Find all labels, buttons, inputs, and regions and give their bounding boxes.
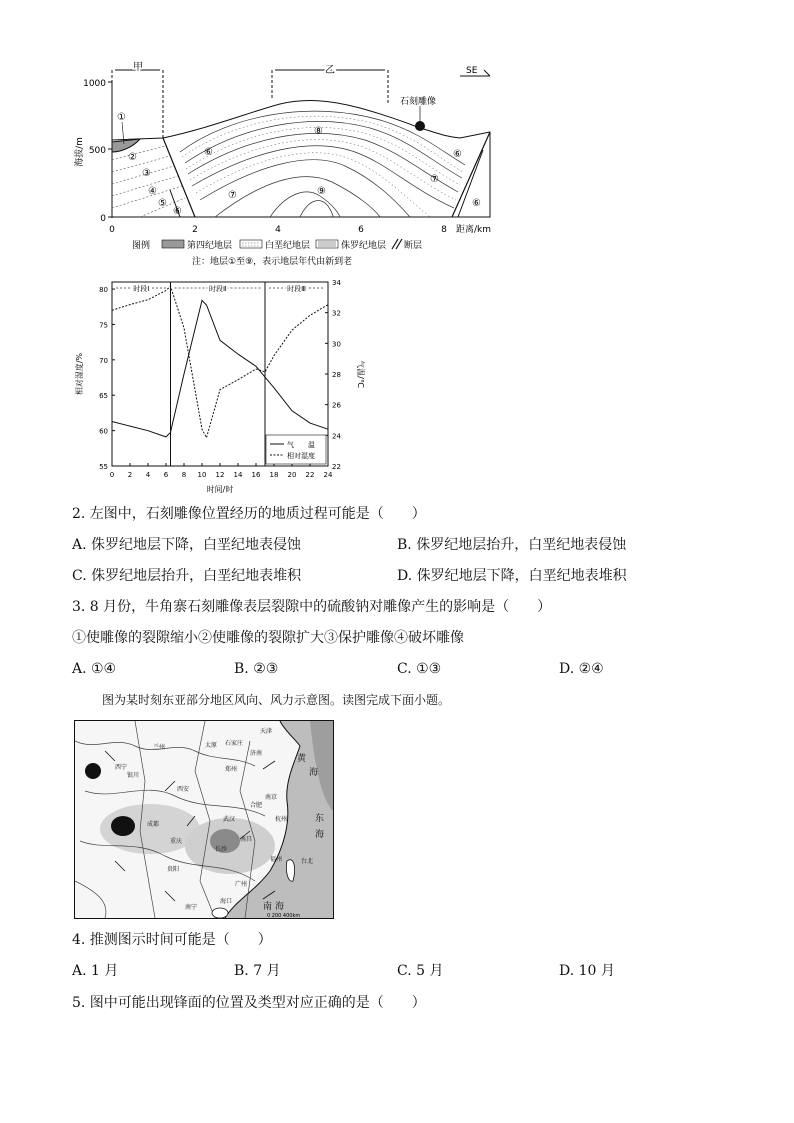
period-label: 时段Ⅲ: [287, 285, 306, 293]
city-label: 西宁: [115, 764, 128, 771]
temp-humidity-chart: [70, 272, 370, 502]
city-label: 太原: [205, 742, 218, 749]
y-tick-label: 80: [99, 286, 108, 295]
layer-label: ⑥: [204, 147, 213, 158]
geologic-cross-section: [70, 60, 510, 270]
q4-stem: 4. 推测图示时间可能是（ ）: [72, 932, 272, 948]
x-tick-label: 20: [287, 471, 297, 479]
figure-note: 注：地层①至⑨，表示地层年代由新到老: [192, 257, 353, 267]
y-tick-label: 65: [99, 392, 108, 401]
q2-option-a[interactable]: A. 侏罗纪地层下降，白垩纪地表侵蚀: [72, 537, 302, 553]
y-tick-label: 60: [99, 427, 108, 436]
city-label: 银川: [127, 772, 140, 779]
x-tick: 0: [109, 225, 115, 235]
layer-label: ⑥: [453, 149, 462, 160]
x-tick-label: 12: [215, 471, 225, 479]
q3-stem: 3. 8 月份，牛角寨石刻雕像表层裂隙中的硫酸钠对雕像产生的影响是（ ）: [72, 599, 552, 615]
legend-item: 白垩纪地层: [265, 241, 311, 251]
city-label: 广州: [235, 881, 248, 888]
y2-tick-label: 34: [332, 279, 341, 287]
city-label: 济南: [250, 750, 263, 757]
city-label: 长沙: [215, 846, 228, 853]
city-label: 兰州: [153, 744, 166, 751]
sea-label: 南: [263, 902, 273, 912]
x-tick-label: 10: [197, 471, 207, 479]
q2-option-d[interactable]: D. 侏罗纪地层下降，白垩纪地表堆积: [397, 568, 627, 584]
x-tick: 8: [441, 225, 447, 235]
q2-stem: 2. 左图中，石刻雕像位置经历的地质过程可能是（ ）: [72, 506, 426, 522]
series-line-temperature: [112, 300, 328, 437]
x-tick: 4: [275, 225, 281, 235]
q4-option-a[interactable]: A. 1 月: [72, 963, 119, 979]
statue-marker: [415, 121, 425, 131]
series-line-humidity: [112, 286, 328, 438]
statue-label: 石刻雕像: [400, 97, 437, 107]
label-jia: 甲: [133, 62, 143, 73]
layer-label: ④: [148, 186, 157, 197]
sea-label: 海: [275, 902, 285, 912]
legend-title: 图例: [132, 241, 151, 251]
x-tick-label: 14: [233, 471, 243, 479]
city-label: 石家庄: [225, 740, 244, 747]
section-intro: 图为某时刻东亚部分地区风向、风力示意图。读图完成下面小题。: [102, 693, 451, 707]
y2-tick-label: 28: [332, 371, 341, 379]
layer-label: ⑥: [173, 206, 182, 217]
y-axis-label: 海拔/m: [75, 137, 85, 167]
x-tick-label: 24: [323, 471, 333, 479]
layer-label: ⑦: [228, 190, 237, 201]
city-label: 南京: [265, 794, 278, 801]
sea-label: 东: [315, 814, 325, 824]
sea-label: 海: [315, 830, 325, 840]
city-label: 成都: [147, 821, 160, 828]
x-tick-label: 6: [163, 471, 169, 479]
x-tick: 6: [358, 225, 364, 235]
period-label: 时段Ⅱ: [209, 285, 227, 293]
x-axis-label: 时间/时: [206, 485, 234, 494]
period-label: 时段Ⅰ: [133, 285, 150, 293]
q3-statement: ①使雕像的裂隙缩小②使雕像的裂隙扩大③保护雕像④破坏雕像: [72, 630, 464, 646]
q2-option-c[interactable]: C. 侏罗纪地层抬升，白垩纪地表堆积: [72, 568, 302, 584]
layer-label: ⑧: [314, 126, 323, 137]
y-tick-label: 75: [99, 321, 108, 330]
y2-tick-label: 24: [332, 432, 341, 441]
q4-option-d[interactable]: D. 10 月: [559, 963, 615, 979]
legend-item: 侏罗纪地层: [341, 241, 387, 251]
y-tick: 0: [100, 214, 106, 224]
city-label: 台北: [301, 858, 314, 865]
x-tick: 2: [192, 225, 198, 235]
y-tick: 500: [88, 146, 106, 156]
city-label: 西安: [177, 786, 190, 793]
city-label: 福州: [270, 856, 283, 863]
q3-option-d[interactable]: D. ②④: [559, 661, 604, 677]
city-label: 南昌: [240, 836, 253, 843]
east-asia-wind-map: [74, 720, 334, 919]
y2-tick-label: 26: [332, 401, 341, 410]
y2-tick-label: 30: [332, 340, 341, 349]
city-label: 海口: [220, 898, 233, 905]
city-label: 武汉: [223, 816, 236, 823]
layer-label: ⑤: [158, 198, 167, 209]
legend-item: 第四纪地层: [187, 241, 233, 251]
x-tick-label: 8: [181, 471, 187, 479]
q3-option-b[interactable]: B. ②③: [234, 661, 279, 677]
city-label: 南宁: [185, 904, 198, 911]
direction-label: SE: [466, 66, 478, 76]
city-label: 天津: [260, 728, 273, 735]
layer-label: ⑥: [472, 198, 481, 209]
x-tick-label: 2: [127, 471, 133, 479]
city-label: 贵阳: [167, 866, 180, 873]
y2-tick-label: 22: [332, 463, 341, 471]
q4-option-b[interactable]: B. 7 月: [234, 963, 281, 979]
x-tick-label: 4: [145, 471, 151, 479]
y-tick: 1000: [83, 79, 106, 89]
scale-label: 0 200 400km: [267, 913, 301, 918]
y-tick-label: 70: [99, 356, 108, 365]
q5-stem: 5. 图中可能出现锋面的位置及类型对应正确的是（ ）: [72, 995, 426, 1011]
y-axis-label: 相对湿度/%: [75, 352, 84, 396]
layer-label: ①: [117, 112, 126, 123]
sea-label: 海: [309, 768, 319, 778]
city-label: 郑州: [225, 766, 238, 773]
legend-item: 断层: [404, 241, 423, 251]
y2-tick-label: 32: [332, 309, 341, 318]
y-tick-label: 55: [99, 463, 108, 471]
city-label: 杭州: [275, 816, 288, 823]
x-axis-label: 距离/km: [456, 225, 492, 235]
city-label: 重庆: [170, 838, 183, 845]
city-label: 合肥: [250, 802, 263, 809]
legend-label: 相对湿度: [287, 452, 315, 460]
q3-option-c[interactable]: C. ①③: [397, 661, 442, 677]
x-tick-label: 16: [251, 471, 261, 479]
sea-label: 黄: [297, 754, 307, 764]
layer-label: ⑦: [430, 174, 439, 185]
x-tick-label: 22: [305, 471, 315, 479]
layer-label: ②: [128, 152, 137, 163]
layer-label: ⑨: [317, 186, 326, 197]
legend-label: 气 温: [287, 441, 315, 449]
q3-option-a[interactable]: A. ①④: [72, 661, 117, 677]
q2-option-b[interactable]: B. 侏罗纪地层抬升，白垩纪地表侵蚀: [397, 537, 627, 553]
y2-axis-label: 气温/℃: [356, 360, 365, 388]
label-yi: 乙: [325, 65, 335, 76]
layer-label: ③: [142, 168, 151, 179]
x-tick-label: 18: [269, 471, 279, 479]
q4-option-c[interactable]: C. 5 月: [397, 963, 444, 979]
x-tick-label: 0: [109, 471, 115, 479]
